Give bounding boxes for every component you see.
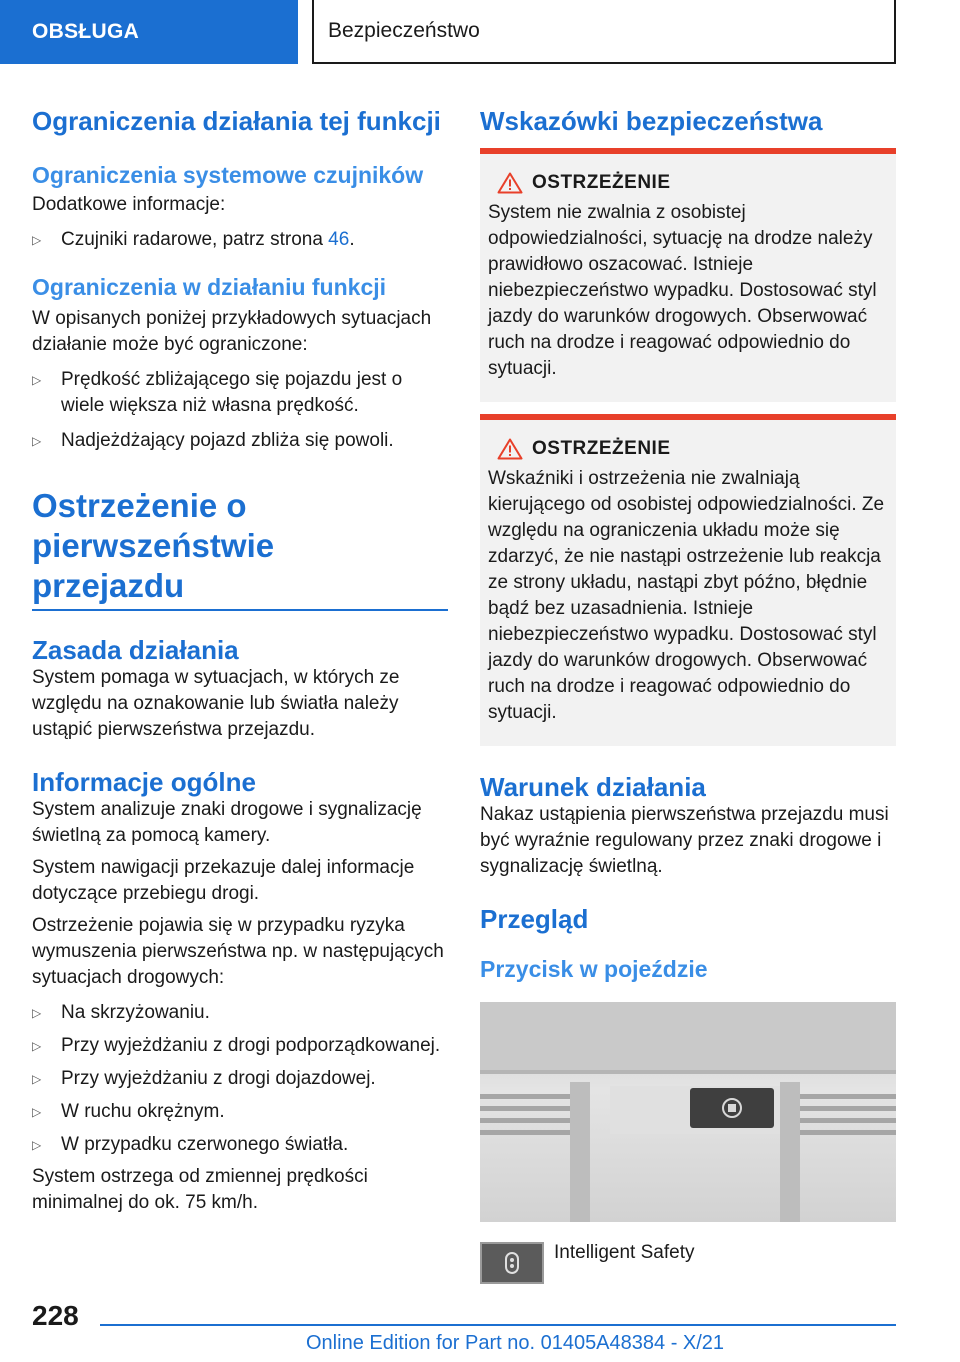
list-item bbox=[32, 428, 448, 454]
edition-info: Online Edition for Part no. 01405A48384 - X/21 bbox=[306, 1332, 725, 1354]
list-item-text-end: . bbox=[349, 229, 355, 250]
function-limits-text: W opisanych poniżej przykładowych sytuacjach działanie może być ograniczone: bbox=[32, 308, 432, 355]
bullet-triangle-icon: ▷ bbox=[32, 1006, 42, 1020]
heading-limits: Ograniczenia działania tej funkcji bbox=[32, 106, 441, 136]
list-item-text: W przypadku czerwonego światła. bbox=[61, 1134, 349, 1155]
list-item-text: Prędkość zbliżającego się pojazdu jest o wiele większa niż własna prędkość. bbox=[61, 369, 403, 416]
chapter-tab: OBSŁUGA bbox=[0, 0, 298, 64]
heading-button-in-vehicle: Przycisk w pojeździe bbox=[480, 956, 708, 982]
list-item bbox=[32, 1033, 448, 1059]
general-info-text-2: System nawigacji przekazuje dalej informacje dotyczące przebiegu drogi. bbox=[32, 857, 415, 904]
warning-box-1 bbox=[480, 148, 896, 402]
general-info-text-1: System analizuje znaki drogowe i sygnalizację świetlną za pomocą kamery. bbox=[32, 799, 422, 846]
page-reference-link[interactable]: 46 bbox=[328, 229, 350, 250]
right-column bbox=[480, 100, 896, 1284]
situations-list bbox=[32, 1000, 448, 1158]
heading-sensor-limits: Ograniczenia systemowe czujników bbox=[32, 162, 424, 188]
warning-text-1: System nie zwalnia z osobistej odpowiedzialności, sytuację na drodze należy prawidłowo oszacować. Istnieje niebezpieczeństwo wypadku. Dostosować styl jazdy do warunków drogowych. Obserwować ruch na drodze i reagować odpowiednio do sytuacji. bbox=[488, 202, 877, 379]
sensor-list bbox=[32, 227, 448, 253]
vehicle-button-photo bbox=[480, 1002, 896, 1222]
principle-text: System pomaga w sytuacjach, w których ze względu na oznakowanie lub światła należy ustąpić pierwszeństwa przejazdu. bbox=[32, 667, 400, 740]
list-item bbox=[32, 367, 448, 419]
button-label: Intelligent Safety bbox=[554, 1242, 695, 1263]
button-legend bbox=[480, 1242, 896, 1284]
warning-label: OSTRZEŻENIE bbox=[532, 438, 671, 459]
list-item bbox=[32, 227, 448, 253]
heading-priority-warning: Ostrzeżenie o pierwszeństwie przejazdu bbox=[32, 487, 275, 604]
list-item bbox=[32, 1066, 448, 1092]
heading-safety-notes: Wskazówki bezpieczeństwa bbox=[480, 106, 823, 136]
heading-function-limits: Ograniczenia w działaniu funkcji bbox=[32, 274, 387, 300]
bullet-triangle-icon: ▷ bbox=[32, 1105, 42, 1119]
list-item bbox=[32, 1099, 448, 1125]
warning-label: OSTRZEŻENIE bbox=[532, 172, 671, 193]
general-info-text-3: Ostrzeżenie pojawia się w przypadku ryzyka wymuszenia pierwszeństwa np. w następujących sytuacjach drogowych: bbox=[32, 915, 444, 988]
min-speed-text: System ostrzega od zmiennej prędkości minimalnej do ok. 75 km/h. bbox=[32, 1166, 368, 1213]
footer-divider bbox=[100, 1324, 896, 1326]
warning-text-2: Wskaźniki i ostrzeżenia nie zwalniają kierującego od osobistej odpowiedzialności. Ze względu na ograniczenia układu może się zdarzyć, że nie nastąpi ostrzeżenie lub reakcja ze strony układu, nastąpi zbyt późno, błędnie bądź bez uzasadnienia. Istnieje niebezpieczeństwo wypadku. Dostosować styl jazdy do warunków drogowych. Obserwować ruch na drodze i reagować odpowiednio do sytuacji. bbox=[488, 468, 885, 723]
extra-info-text: Dodatkowe informacje: bbox=[32, 194, 226, 215]
bullet-triangle-icon: ▷ bbox=[32, 373, 42, 387]
list-item-text: W ruchu okrężnym. bbox=[61, 1101, 225, 1122]
warning-box-2 bbox=[480, 414, 896, 746]
intelligent-safety-button-icon bbox=[480, 1242, 544, 1284]
left-column bbox=[32, 100, 448, 1216]
list-item-text: Nadjeżdżający pojazd zbliża się powoli. bbox=[61, 430, 394, 451]
list-item-text: Czujniki radarowe, patrz strona bbox=[61, 229, 329, 250]
list-item bbox=[32, 1000, 448, 1026]
list-item bbox=[32, 1132, 448, 1158]
limits-list bbox=[32, 367, 448, 454]
heading-divider bbox=[32, 609, 448, 611]
condition-text: Nakaz ustąpienia pierwszeństwa przejazdu musi być wyraźnie regulowany przez znaki drogowe i sygnalizację świetlną. bbox=[480, 804, 889, 877]
warning-triangle-icon bbox=[488, 172, 532, 194]
warning-triangle-icon bbox=[488, 438, 532, 460]
heading-overview: Przegląd bbox=[480, 904, 589, 934]
page-number: 228 bbox=[32, 1300, 79, 1331]
list-item-text: Przy wyjeżdżaniu z drogi dojazdowej. bbox=[61, 1068, 376, 1089]
bullet-triangle-icon: ▷ bbox=[32, 1039, 42, 1053]
warning-title bbox=[488, 438, 888, 460]
bullet-triangle-icon: ▷ bbox=[32, 434, 42, 448]
warning-title bbox=[488, 172, 888, 194]
heading-principle: Zasada działania bbox=[32, 635, 239, 665]
section-title: Bezpieczeństwo bbox=[312, 0, 896, 64]
bullet-triangle-icon: ▷ bbox=[32, 1138, 42, 1152]
bullet-triangle-icon: ▷ bbox=[32, 1072, 42, 1086]
bullet-triangle-icon: ▷ bbox=[32, 233, 42, 247]
heading-general-info: Informacje ogólne bbox=[32, 767, 256, 797]
heading-condition: Warunek działania bbox=[480, 772, 706, 802]
list-item-text: Przy wyjeżdżaniu z drogi podporządkowanej. bbox=[61, 1035, 441, 1056]
list-item-text: Na skrzyżowaniu. bbox=[61, 1002, 210, 1023]
